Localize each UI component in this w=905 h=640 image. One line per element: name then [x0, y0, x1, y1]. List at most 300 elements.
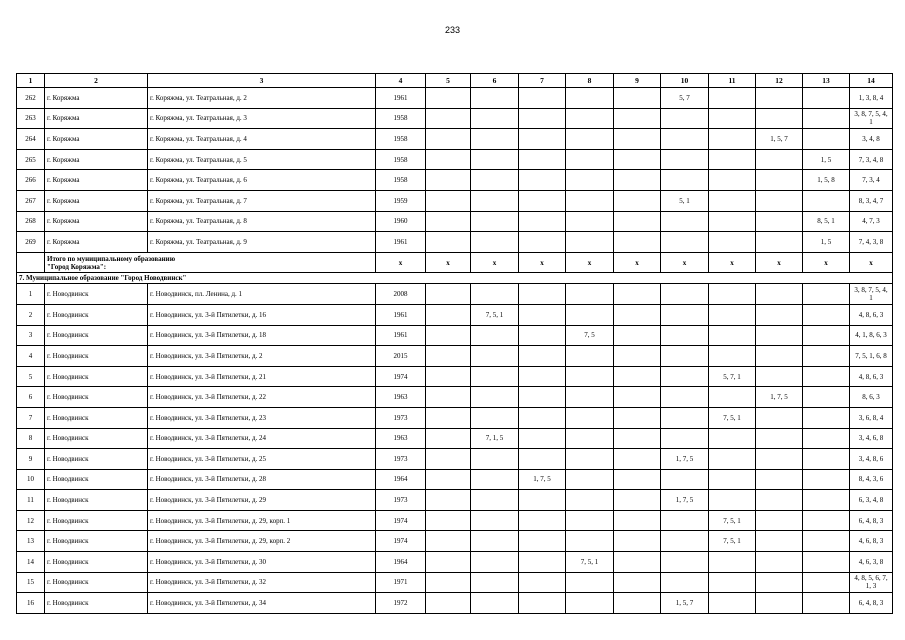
col8-cell [566, 284, 614, 305]
col14-cell: 3, 8, 7, 5, 4, 1 [850, 108, 893, 129]
col5-cell [426, 304, 471, 325]
col10-cell [661, 469, 709, 490]
col12-cell [756, 469, 803, 490]
year-cell: 1963 [376, 387, 426, 408]
col13-cell [803, 449, 850, 470]
col11-cell [709, 428, 756, 449]
table-row [17, 490, 893, 511]
col12-cell [756, 510, 803, 531]
total-mark-cell: x [376, 252, 426, 273]
col5-cell [426, 428, 471, 449]
column-header-6: 6 [471, 74, 519, 88]
year-cell: 1958 [376, 149, 426, 170]
total-mark-cell: x [803, 252, 850, 273]
col5-cell [426, 170, 471, 191]
address-cell: г. Новодвинск, ул. 3-й Пятилетки, д. 29 [148, 490, 376, 511]
col6-cell: 7, 1, 5 [471, 428, 519, 449]
col13-cell [803, 407, 850, 428]
col14-cell: 8, 4, 3, 6 [850, 469, 893, 490]
col9-cell [614, 325, 661, 346]
col13-cell [803, 469, 850, 490]
col11-cell [709, 346, 756, 367]
year-cell: 1971 [376, 572, 426, 593]
col14-cell: 7, 3, 4, 8 [850, 149, 893, 170]
col7-cell [519, 232, 566, 253]
table-row [17, 325, 893, 346]
locality-cell: г. Коряжма [45, 232, 148, 253]
col8-cell [566, 190, 614, 211]
address-cell: г. Коряжма, ул. Театральная, д. 6 [148, 170, 376, 191]
col6-cell [471, 407, 519, 428]
locality-cell: г. Коряжма [45, 88, 148, 109]
total-row [17, 252, 893, 273]
col6-cell [471, 190, 519, 211]
col8-cell [566, 490, 614, 511]
col14-cell: 3, 8, 7, 5, 4, 1 [850, 284, 893, 305]
year-cell: 1959 [376, 190, 426, 211]
table-row [17, 469, 893, 490]
table-row [17, 366, 893, 387]
col14-cell: 7, 5, 1, 6, 8 [850, 346, 893, 367]
year-cell: 1960 [376, 211, 426, 232]
col7-cell [519, 325, 566, 346]
col10-cell [661, 510, 709, 531]
col9-cell [614, 232, 661, 253]
address-cell: г. Новодвинск, пл. Ленина, д. 1 [148, 284, 376, 305]
table-row [17, 129, 893, 150]
row-number: 14 [17, 552, 45, 573]
col10-cell [661, 531, 709, 552]
col11-cell [709, 211, 756, 232]
year-cell: 1964 [376, 552, 426, 573]
total-mark-cell: x [519, 252, 566, 273]
total-mark-cell: x [661, 252, 709, 273]
col11-cell [709, 572, 756, 593]
table-row [17, 211, 893, 232]
col14-cell: 8, 3, 4, 7 [850, 190, 893, 211]
row-number: 2 [17, 304, 45, 325]
col14-cell: 3, 6, 8, 4 [850, 407, 893, 428]
row-number: 6 [17, 387, 45, 408]
col14-cell: 4, 8, 6, 3 [850, 304, 893, 325]
locality-cell: г. Новодвинск [45, 490, 148, 511]
col7-cell [519, 407, 566, 428]
locality-cell: г. Новодвинск [45, 572, 148, 593]
row-number: 15 [17, 572, 45, 593]
col8-cell [566, 129, 614, 150]
col12-cell [756, 366, 803, 387]
col9-cell [614, 490, 661, 511]
col12-cell [756, 88, 803, 109]
col9-cell [614, 572, 661, 593]
locality-cell: г. Коряжма [45, 211, 148, 232]
total-mark-cell: x [471, 252, 519, 273]
address-cell: г. Новодвинск, ул. 3-й Пятилетки, д. 34 [148, 593, 376, 614]
col7-cell [519, 88, 566, 109]
col13-cell [803, 108, 850, 129]
locality-cell: г. Новодвинск [45, 304, 148, 325]
col6-cell [471, 366, 519, 387]
col10-cell [661, 572, 709, 593]
col10-cell [661, 304, 709, 325]
locality-cell: г. Новодвинск [45, 469, 148, 490]
table-row [17, 304, 893, 325]
total-mark-cell: x [850, 252, 893, 273]
table-row [17, 232, 893, 253]
col5-cell [426, 552, 471, 573]
col11-cell [709, 232, 756, 253]
col13-cell [803, 190, 850, 211]
col7-cell [519, 190, 566, 211]
col12-cell: 1, 5, 7 [756, 129, 803, 150]
total-mark-cell: x [614, 252, 661, 273]
total-empty-cell [17, 252, 45, 273]
col7-cell [519, 510, 566, 531]
col14-cell: 6, 3, 4, 8 [850, 490, 893, 511]
col8-cell [566, 449, 614, 470]
row-number: 268 [17, 211, 45, 232]
col14-cell: 7, 3, 4 [850, 170, 893, 191]
col5-cell [426, 108, 471, 129]
column-header-14: 14 [850, 74, 893, 88]
address-cell: г. Новодвинск, ул. 3-й Пятилетки, д. 32 [148, 572, 376, 593]
col14-cell: 6, 4, 8, 3 [850, 593, 893, 614]
col9-cell [614, 593, 661, 614]
row-number: 5 [17, 366, 45, 387]
col6-cell [471, 284, 519, 305]
column-header-7: 7 [519, 74, 566, 88]
address-cell: г. Коряжма, ул. Театральная, д. 9 [148, 232, 376, 253]
col12-cell [756, 108, 803, 129]
col13-cell [803, 428, 850, 449]
col13-cell [803, 88, 850, 109]
year-cell: 1963 [376, 428, 426, 449]
locality-cell: г. Новодвинск [45, 346, 148, 367]
col7-cell [519, 108, 566, 129]
col12-cell [756, 170, 803, 191]
column-header-1: 1 [17, 74, 45, 88]
col5-cell [426, 149, 471, 170]
col9-cell [614, 88, 661, 109]
locality-cell: г. Новодвинск [45, 593, 148, 614]
row-number: 269 [17, 232, 45, 253]
col11-cell [709, 387, 756, 408]
address-cell: г. Новодвинск, ул. 3-й Пятилетки, д. 22 [148, 387, 376, 408]
address-cell: г. Новодвинск, ул. 3-й Пятилетки, д. 24 [148, 428, 376, 449]
col5-cell [426, 593, 471, 614]
table-row [17, 572, 893, 593]
address-cell: г. Новодвинск, ул. 3-й Пятилетки, д. 16 [148, 304, 376, 325]
col14-cell: 3, 4, 6, 8 [850, 428, 893, 449]
year-cell: 1961 [376, 325, 426, 346]
col5-cell [426, 490, 471, 511]
col11-cell [709, 108, 756, 129]
col5-cell [426, 129, 471, 150]
page-number: 233 [444, 25, 461, 35]
column-header-row [17, 74, 893, 88]
col14-cell: 4, 1, 8, 6, 3 [850, 325, 893, 346]
col6-cell [471, 129, 519, 150]
locality-cell: г. Новодвинск [45, 510, 148, 531]
col11-cell [709, 449, 756, 470]
col8-cell [566, 232, 614, 253]
col5-cell [426, 366, 471, 387]
col5-cell [426, 572, 471, 593]
col9-cell [614, 108, 661, 129]
col12-cell [756, 449, 803, 470]
col5-cell [426, 325, 471, 346]
col7-cell [519, 387, 566, 408]
col10-cell [661, 552, 709, 573]
year-cell: 2015 [376, 346, 426, 367]
col10-cell [661, 428, 709, 449]
year-cell: 1961 [376, 232, 426, 253]
year-cell: 1974 [376, 366, 426, 387]
col11-cell [709, 190, 756, 211]
locality-cell: г. Новодвинск [45, 407, 148, 428]
year-cell: 1958 [376, 170, 426, 191]
col12-cell [756, 284, 803, 305]
address-cell: г. Новодвинск, ул. 3-й Пятилетки, д. 18 [148, 325, 376, 346]
col10-cell [661, 387, 709, 408]
housing-register-table [16, 73, 893, 614]
col5-cell [426, 469, 471, 490]
col6-cell [471, 346, 519, 367]
col9-cell [614, 190, 661, 211]
locality-cell: г. Коряжма [45, 149, 148, 170]
col7-cell [519, 346, 566, 367]
col12-cell [756, 149, 803, 170]
col9-cell [614, 510, 661, 531]
col8-cell [566, 88, 614, 109]
col9-cell [614, 149, 661, 170]
col8-cell [566, 387, 614, 408]
col13-cell [803, 284, 850, 305]
col6-cell [471, 510, 519, 531]
col12-cell [756, 572, 803, 593]
col11-cell [709, 304, 756, 325]
col6-cell [471, 170, 519, 191]
col8-cell [566, 593, 614, 614]
col12-cell: 1, 7, 5 [756, 387, 803, 408]
total-label-line1: Итого по муниципальному образованию [47, 254, 176, 263]
col11-cell [709, 129, 756, 150]
col7-cell [519, 149, 566, 170]
total-label [45, 252, 376, 273]
col14-cell: 1, 3, 8, 4 [850, 88, 893, 109]
col12-cell [756, 428, 803, 449]
col8-cell [566, 428, 614, 449]
section-header-row [17, 273, 893, 284]
row-number: 1 [17, 284, 45, 305]
col8-cell [566, 346, 614, 367]
col14-cell: 3, 4, 8 [850, 129, 893, 150]
col11-cell [709, 284, 756, 305]
col9-cell [614, 552, 661, 573]
col10-cell: 1, 5, 7 [661, 593, 709, 614]
year-cell: 1974 [376, 510, 426, 531]
col8-cell [566, 108, 614, 129]
column-header-11: 11 [709, 74, 756, 88]
year-cell: 1973 [376, 490, 426, 511]
col5-cell [426, 284, 471, 305]
row-number: 264 [17, 129, 45, 150]
col6-cell [471, 593, 519, 614]
address-cell: г. Новодвинск, ул. 3-й Пятилетки, д. 25 [148, 449, 376, 470]
col10-cell [661, 366, 709, 387]
col5-cell [426, 190, 471, 211]
col13-cell: 1, 5 [803, 149, 850, 170]
col14-cell: 4, 6, 3, 8 [850, 552, 893, 573]
row-number: 16 [17, 593, 45, 614]
col13-cell [803, 366, 850, 387]
col7-cell [519, 449, 566, 470]
col9-cell [614, 170, 661, 191]
col9-cell [614, 407, 661, 428]
row-number: 11 [17, 490, 45, 511]
col6-cell [471, 149, 519, 170]
address-cell: г. Коряжма, ул. Театральная, д. 7 [148, 190, 376, 211]
year-cell: 1961 [376, 304, 426, 325]
col13-cell: 1, 5 [803, 232, 850, 253]
col12-cell [756, 304, 803, 325]
col13-cell [803, 552, 850, 573]
locality-cell: г. Коряжма [45, 190, 148, 211]
col11-cell: 5, 7, 1 [709, 366, 756, 387]
col6-cell [471, 211, 519, 232]
col6-cell [471, 449, 519, 470]
col9-cell [614, 211, 661, 232]
col7-cell [519, 170, 566, 191]
col10-cell: 1, 7, 5 [661, 490, 709, 511]
col11-cell: 7, 5, 1 [709, 531, 756, 552]
col5-cell [426, 531, 471, 552]
year-cell: 2008 [376, 284, 426, 305]
col14-cell: 4, 7, 3 [850, 211, 893, 232]
col6-cell [471, 490, 519, 511]
table-row [17, 449, 893, 470]
col9-cell [614, 284, 661, 305]
col10-cell: 5, 1 [661, 190, 709, 211]
col11-cell [709, 469, 756, 490]
col5-cell [426, 510, 471, 531]
col11-cell [709, 593, 756, 614]
col14-cell: 7, 4, 3, 8 [850, 232, 893, 253]
table-row [17, 170, 893, 191]
col6-cell [471, 469, 519, 490]
col7-cell [519, 211, 566, 232]
col14-cell: 4, 8, 5, 6, 7, 1, 3 [850, 572, 893, 593]
col13-cell: 8, 5, 1 [803, 211, 850, 232]
total-mark-cell: x [426, 252, 471, 273]
col10-cell [661, 325, 709, 346]
col7-cell [519, 572, 566, 593]
col5-cell [426, 449, 471, 470]
locality-cell: г. Новодвинск [45, 366, 148, 387]
address-cell: г. Коряжма, ул. Театральная, д. 2 [148, 88, 376, 109]
col6-cell [471, 325, 519, 346]
table-row [17, 510, 893, 531]
col7-cell [519, 552, 566, 573]
address-cell: г. Новодвинск, ул. 3-й Пятилетки, д. 28 [148, 469, 376, 490]
locality-cell: г. Новодвинск [45, 325, 148, 346]
column-header-2: 2 [45, 74, 148, 88]
row-number: 12 [17, 510, 45, 531]
col9-cell [614, 304, 661, 325]
col14-cell: 3, 4, 8, 6 [850, 449, 893, 470]
col6-cell: 7, 5, 1 [471, 304, 519, 325]
table-row [17, 552, 893, 573]
col8-cell [566, 304, 614, 325]
row-number: 10 [17, 469, 45, 490]
col10-cell [661, 149, 709, 170]
col6-cell [471, 88, 519, 109]
column-header-10: 10 [661, 74, 709, 88]
address-cell: г. Коряжма, ул. Театральная, д. 8 [148, 211, 376, 232]
table-row [17, 190, 893, 211]
col9-cell [614, 428, 661, 449]
col13-cell [803, 510, 850, 531]
row-number: 262 [17, 88, 45, 109]
row-number: 266 [17, 170, 45, 191]
table-row [17, 407, 893, 428]
col10-cell [661, 232, 709, 253]
col9-cell [614, 366, 661, 387]
col6-cell [471, 572, 519, 593]
col9-cell [614, 387, 661, 408]
row-number: 265 [17, 149, 45, 170]
column-header-9: 9 [614, 74, 661, 88]
col14-cell: 8, 6, 3 [850, 387, 893, 408]
col5-cell [426, 407, 471, 428]
col5-cell [426, 88, 471, 109]
table-row [17, 149, 893, 170]
col13-cell: 1, 5, 8 [803, 170, 850, 191]
col5-cell [426, 211, 471, 232]
locality-cell: г. Новодвинск [45, 531, 148, 552]
total-mark-cell: x [566, 252, 614, 273]
col13-cell [803, 572, 850, 593]
col11-cell [709, 170, 756, 191]
total-mark-cell: x [756, 252, 803, 273]
address-cell: г. Коряжма, ул. Театральная, д. 3 [148, 108, 376, 129]
address-cell: г. Новодвинск, ул. 3-й Пятилетки, д. 23 [148, 407, 376, 428]
table-row [17, 387, 893, 408]
section-title: 7. Муниципальное образование "Город Новодвинск" [17, 273, 893, 284]
table-row [17, 284, 893, 305]
col13-cell [803, 304, 850, 325]
year-cell: 1958 [376, 129, 426, 150]
col7-cell [519, 428, 566, 449]
locality-cell: г. Коряжма [45, 108, 148, 129]
col7-cell [519, 593, 566, 614]
address-cell: г. Коряжма, ул. Театральная, д. 4 [148, 129, 376, 150]
year-cell: 1974 [376, 531, 426, 552]
col10-cell [661, 284, 709, 305]
column-header-5: 5 [426, 74, 471, 88]
locality-cell: г. Новодвинск [45, 284, 148, 305]
col10-cell [661, 170, 709, 191]
col12-cell [756, 407, 803, 428]
col12-cell [756, 552, 803, 573]
table-row [17, 346, 893, 367]
col12-cell [756, 490, 803, 511]
col8-cell: 7, 5 [566, 325, 614, 346]
table-row [17, 88, 893, 109]
col8-cell [566, 149, 614, 170]
locality-cell: г. Новодвинск [45, 449, 148, 470]
col8-cell [566, 170, 614, 191]
